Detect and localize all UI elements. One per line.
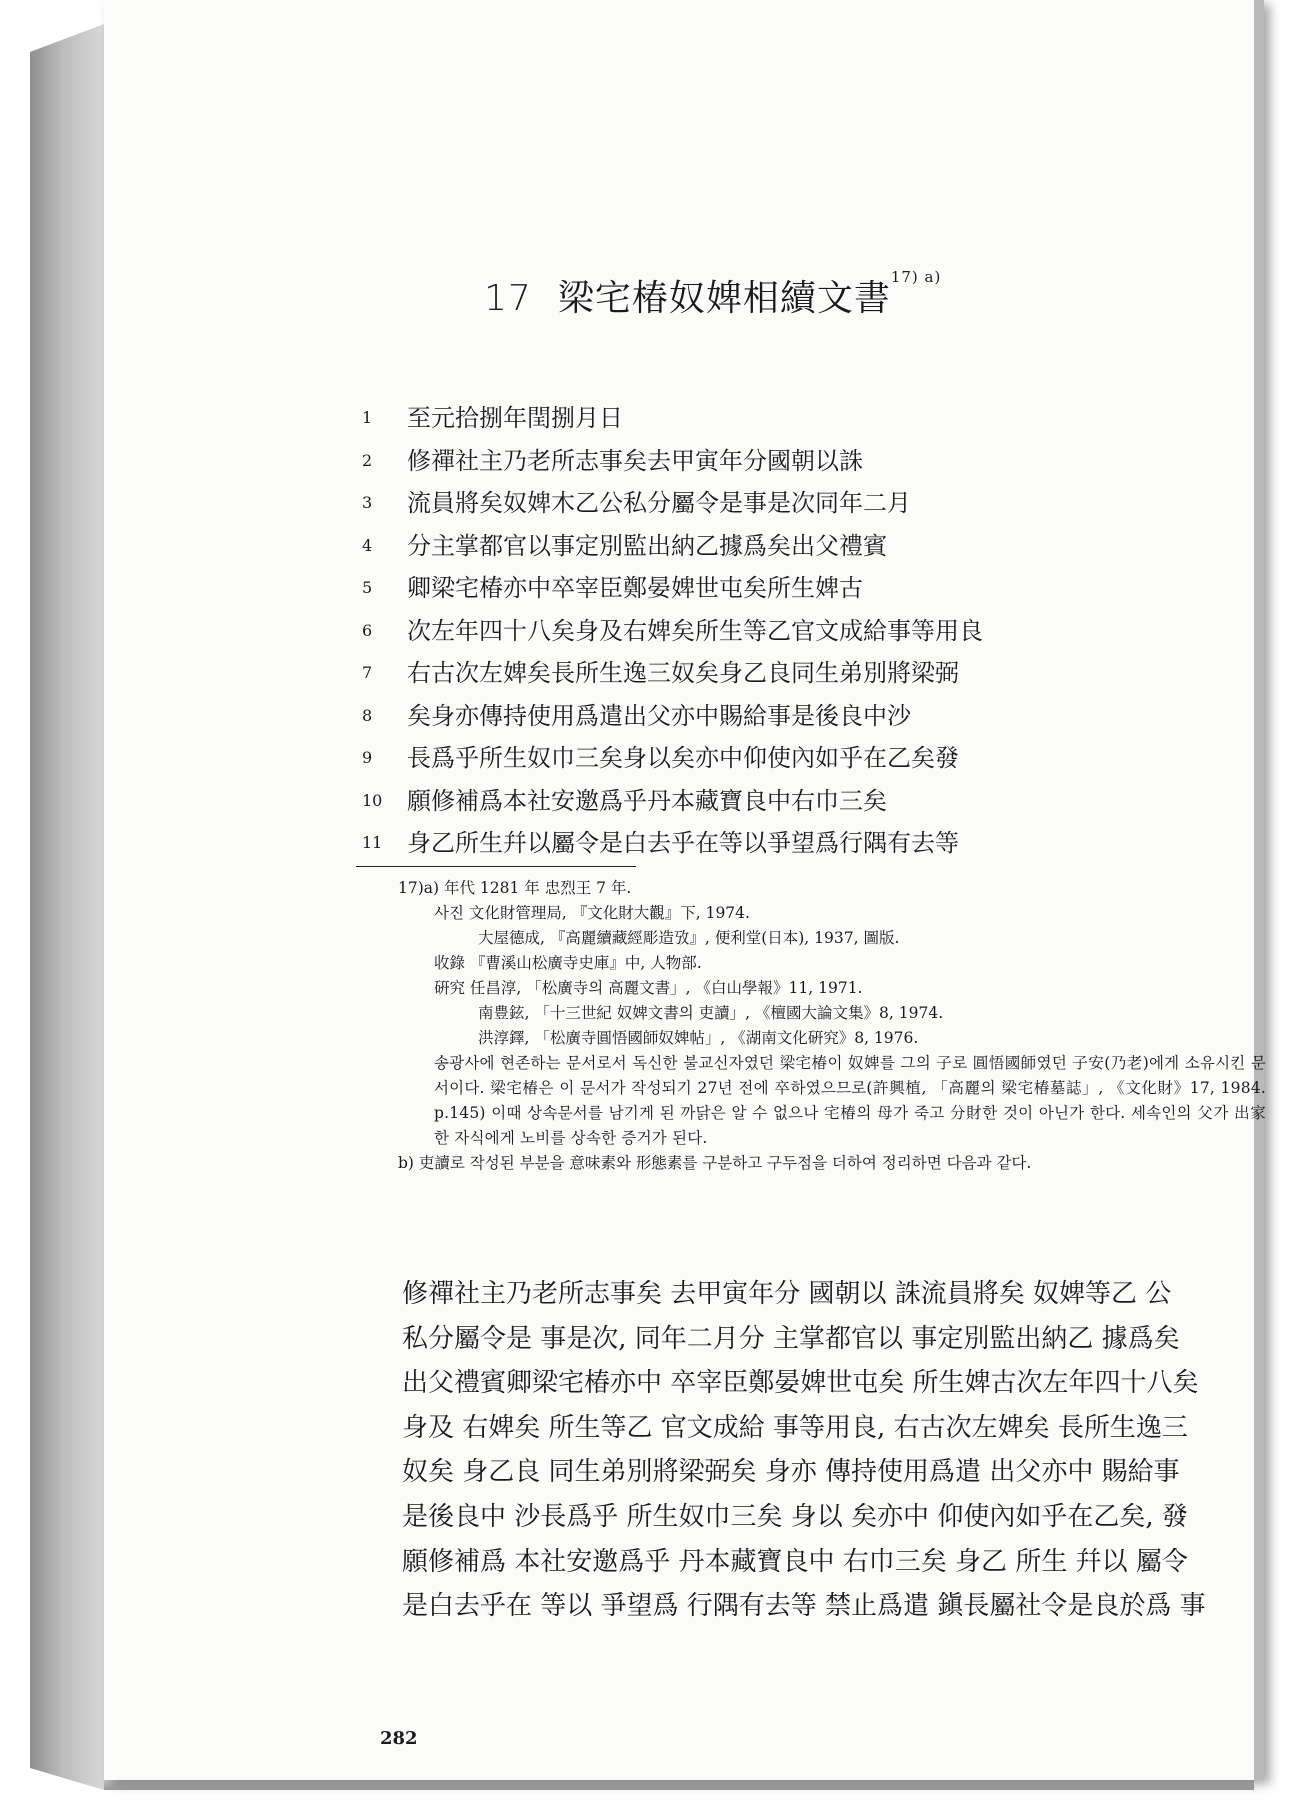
line-text: 分主掌都官以事定別監出納乙據爲矣出父禮賓 [407,531,887,560]
line-number: 5 [362,578,373,597]
line-text: 卿梁宅椿亦中卒宰臣鄭晏婢世屯矣所生婢古 [407,574,863,602]
line-text: 右古次左婢矣長所生逸三奴矣身乙良同生弟別將梁弼 [407,659,959,687]
line-text: 身乙所生幷以屬令是白去乎在等以爭望爲行隅有去等 [407,829,959,857]
footnote-photo: 사진 文化財管理局, 『文化財大觀』下, 1974. [434,904,750,922]
document-lines [362,398,1122,866]
page-number: 282 [380,1728,418,1749]
footnote-collection: 收錄 『曹溪山松廣寺史庫』中, 人物部. [434,954,702,972]
title-footnote-ref: 17) a) [890,268,942,286]
line-number: 6 [362,620,373,640]
book-page [104,0,1264,1780]
line-text: 流員將矣奴婢木乙公私分屬令是事是次同年二月 [407,489,911,517]
document-line [362,483,1122,526]
document-line [362,526,1122,569]
line-number: 1 [362,408,373,427]
book-spine [30,24,104,1790]
footnote-research: 硏究 任昌淳, 「松廣寺의 高麗文書」, 《白山學報》11, 1971. [434,979,863,997]
line-number: 8 [362,705,373,725]
line-text: 願修補爲本社安邀爲乎丹本藏寶良中右巾三矣 [407,786,887,815]
document-title [484,270,1084,321]
line-text: 長爲乎所生奴巾三矣身以矣亦中仰使內如乎在乙矣發 [407,744,959,772]
transcription-line: 是後良中 沙長爲乎 所生奴巾三矣 身以 矣亦中 仰使內如乎在乙矣, 發 [402,1501,1188,1532]
line-number: 2 [362,450,373,470]
line-text: 次左年四十八矣身及右婢矣所生等乙官文成給事等用良 [407,616,983,645]
footnote-divider [356,866,636,867]
document-line [362,653,1122,696]
line-text: 至元拾捌年閏捌月日 [407,404,623,432]
document-line [362,781,1122,824]
footnote-description: 송광사에 현존하는 문서로서 독신한 불교신자였던 梁宅椿이 奴婢를 그의 子로 圓悟國師였던 子安(乃老)에게 소유시킨 문서이다. 梁宅椿은 이 문서가 작성되기 27년 전에 卒하였으므로(許興植, 「高麗의 梁宅椿墓誌」, 《文化財》17, 1984. p.145) 이때 상속문서를 남기게 된 까닭은 알 수 없으나 宅椿의 母가 죽고 分財한 것이 아닌가 한다. 세속인의 父가 出家한 자식에게 노비를 상속한 증거가 된다. [434,1054,1266,1147]
line-text: 矣身亦傳持使用爲遣出父亦中賜給事是後良中沙 [407,701,911,730]
line-number: 10 [362,790,383,810]
line-number: 4 [362,535,373,555]
footnote-research: 南豊鉉, 「十三世紀 奴婢文書의 吏讀」, 《檀國大論文集》8, 1974. [478,1004,944,1022]
document-line [362,568,1122,611]
document-line [362,611,1122,654]
transcription-line: 身及 右婢矣 所生等乙 官文成給 事等用良, 右古次左婢矣 長所生逸三 [402,1412,1188,1443]
transcription-line: 修禪社主乃老所志事矣 去甲寅年分 國朝以 誅流員將矣 奴婢等乙 公 [402,1279,1172,1309]
footnotes [398,876,1268,1176]
line-number: 3 [362,493,373,512]
document-line [362,738,1122,781]
document-line [362,398,1122,441]
line-number: 11 [362,833,383,852]
footnote-year: 17)a) 年代 1281 年 忠烈王 7 年. [398,879,632,897]
document-line [362,823,1122,866]
document-line [362,696,1122,739]
transcription-line: 是白去乎在 等以 爭望爲 行隅有去等 禁止爲遣 鎭長屬社令是良於爲 事 [402,1591,1206,1622]
footnote-research: 洪淳鐸, 「松廣寺圓悟國師奴婢帖」, 《湖南文化硏究》8, 1976. [478,1029,919,1047]
idu-transcription [402,1272,1262,1629]
transcription-line: 私分屬令是 事是次, 同年二月分 主掌都官以 事定別監出納乙 據爲矣 [402,1323,1180,1354]
title-text: 梁宅椿奴婢相續文書 [557,278,891,319]
line-number: 9 [362,748,373,767]
line-number: 7 [362,663,373,682]
title-number: 17 [484,278,532,319]
footnote-b: b) 吏讀로 작성된 부분을 意味素와 形態素를 구분하고 구두점을 더하여 정리하면 다음과 같다. [398,1154,1032,1172]
line-text: 修禪社主乃老所志事矣去甲寅年分國朝以誅 [407,446,863,475]
document-line [362,441,1122,484]
transcription-line: 出父禮賓卿梁宅椿亦中 卒宰臣鄭晏婢世屯矣 所生婢古次左年四十八矣 [402,1368,1199,1399]
transcription-line: 願修補爲 本社安邀爲乎 丹本藏寶良中 右巾三矣 身乙 所生 幷以 屬令 [402,1546,1188,1577]
transcription-line: 奴矣 身乙良 同生弟別將梁弼矣 身亦 傳持使用爲遣 出父亦中 賜給事 [402,1457,1180,1488]
footnote-photo: 大屋德成, 『高麗續藏經彫造攷』, 便利堂(日本), 1937, 圖版. [478,929,900,947]
